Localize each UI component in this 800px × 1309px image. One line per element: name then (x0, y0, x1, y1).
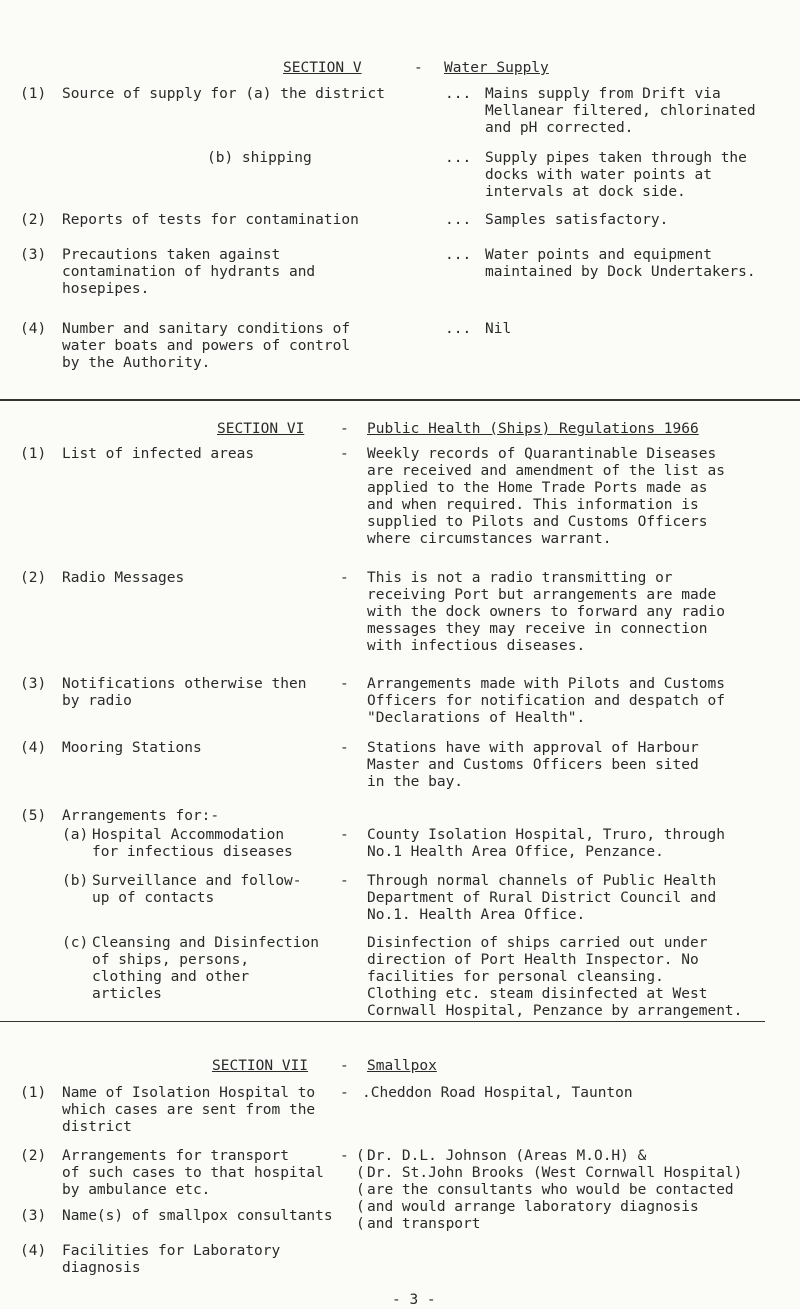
item-value: Nil (485, 321, 512, 337)
consultants-text: Dr. D.L. Johnson (Areas M.O.H) & Dr. St.John Brooks (West Cornwall Hospital) are the consultants who would be contacted and would arrange laboratory diagnosis and transport (367, 1148, 743, 1232)
grouping-brace: ( ( ( ( ( (356, 1148, 365, 1232)
item-dash: - (340, 446, 349, 462)
item-number: (c) (62, 935, 89, 951)
item-dots: ... (445, 212, 472, 228)
item-number: (4) (20, 740, 47, 756)
item-number: (3) (20, 1208, 47, 1224)
item-label: Notifications otherwise then by radio (62, 676, 307, 709)
item-dash: - (340, 1085, 349, 1101)
item-number: (5) (20, 808, 47, 824)
item-number: (4) (20, 321, 47, 337)
item-number: (a) (62, 827, 89, 843)
item-value: .Cheddon Road Hospital, Taunton (362, 1085, 633, 1101)
section-title: Water Supply (444, 60, 549, 76)
item-label: Reports of tests for contamination (62, 212, 359, 228)
item-value: Weekly records of Quarantinable Diseases are received and amendment of the list as applied to the Home Trade Ports made as and when required. This information is supplied to Pilots and Customs Officers where circumstances warrant. (367, 446, 725, 547)
item-number: (2) (20, 570, 47, 586)
item-label: Name of Isolation Hospital to which cases are sent from the district (62, 1085, 316, 1135)
item-label: List of infected areas (62, 446, 255, 462)
item-label: Arrangements for transport of such cases to that hospital by ambulance etc. (62, 1148, 324, 1198)
item-value: Through normal channels of Public Health Department of Rural District Council and No.1. Health Area Office. (367, 873, 717, 923)
item-value: County Isolation Hospital, Truro, through No.1 Health Area Office, Penzance. (367, 827, 725, 860)
item-dots: ... (445, 150, 472, 166)
item-label: Arrangements for:- (62, 808, 220, 824)
item-dash: - (340, 873, 349, 889)
item-label: Cleansing and Disinfection of ships, persons, clothing and other articles (92, 935, 319, 1002)
section-heading: SECTION V (283, 60, 362, 76)
item-dash: - (340, 740, 349, 756)
item-number: (2) (20, 1148, 47, 1164)
item-number: (1) (20, 1085, 47, 1101)
item-dots: ... (445, 86, 472, 102)
item-label: Name(s) of smallpox consultants (62, 1208, 333, 1224)
section-title: Smallpox (367, 1058, 437, 1074)
item-dots: ... (445, 247, 472, 263)
item-dash: - (340, 827, 349, 843)
section-divider (0, 399, 800, 401)
item-label: Hospital Accommodation for infectious diseases (92, 827, 293, 860)
item-value: Disinfection of ships carried out under direction of Port Health Inspector. No facilities for personal cleansing. Clothing etc. steam disinfected at West Cornwall Hospital, Penzance by arrangement. (367, 935, 743, 1019)
item-dash: - (340, 676, 349, 692)
item-label: (b) shipping (207, 150, 312, 166)
item-value: Samples satisfactory. (485, 212, 669, 228)
page-number: - 3 - (392, 1292, 436, 1308)
item-number: (1) (20, 446, 47, 462)
heading-dash: - (340, 1058, 349, 1074)
item-value: This is not a radio transmitting or receiving Port but arrangements are made with the dock owners to forward any radio messages they may receive in connection with infectious diseases. (367, 570, 725, 654)
item-label: Surveillance and follow- up of contacts (92, 873, 302, 906)
item-number: (2) (20, 212, 47, 228)
section-title: Public Health (Ships) Regulations 1966 (367, 421, 699, 437)
section-heading: SECTION VII (212, 1058, 309, 1074)
item-label: Source of supply for (a) the district (62, 86, 386, 102)
item-value: Mains supply from Drift via Mellanear filtered, chlorinated and pH corrected. (485, 86, 756, 136)
item-label: Facilities for Laboratory diagnosis (62, 1243, 281, 1276)
section-heading: SECTION VI (217, 421, 305, 437)
item-value: Stations have with approval of Harbour Master and Customs Officers been sited in the bay. (367, 740, 699, 790)
heading-dash: - (414, 60, 423, 76)
item-value: Supply pipes taken through the docks with water points at intervals at dock side. (485, 150, 747, 200)
item-number: (3) (20, 247, 47, 263)
heading-dash: - (340, 421, 349, 437)
item-value: Water points and equipment maintained by Dock Undertakers. (485, 247, 756, 280)
item-number: (b) (62, 873, 89, 889)
item-label: Radio Messages (62, 570, 185, 586)
item-dots: ... (445, 321, 472, 337)
item-label: Number and sanitary conditions of water boats and powers of control by the Authority. (62, 321, 351, 371)
item-number: (1) (20, 86, 47, 102)
item-dash: - (340, 570, 349, 586)
item-label: Precautions taken against contamination of hydrants and hosepipes. (62, 247, 316, 297)
item-label: Mooring Stations (62, 740, 202, 756)
item-value: Arrangements made with Pilots and Customs Officers for notification and despatch of "Declarations of Health". (367, 676, 725, 726)
item-number: (3) (20, 676, 47, 692)
item-dash: - (340, 1148, 349, 1164)
section-divider (0, 1021, 765, 1022)
item-number: (4) (20, 1243, 47, 1259)
